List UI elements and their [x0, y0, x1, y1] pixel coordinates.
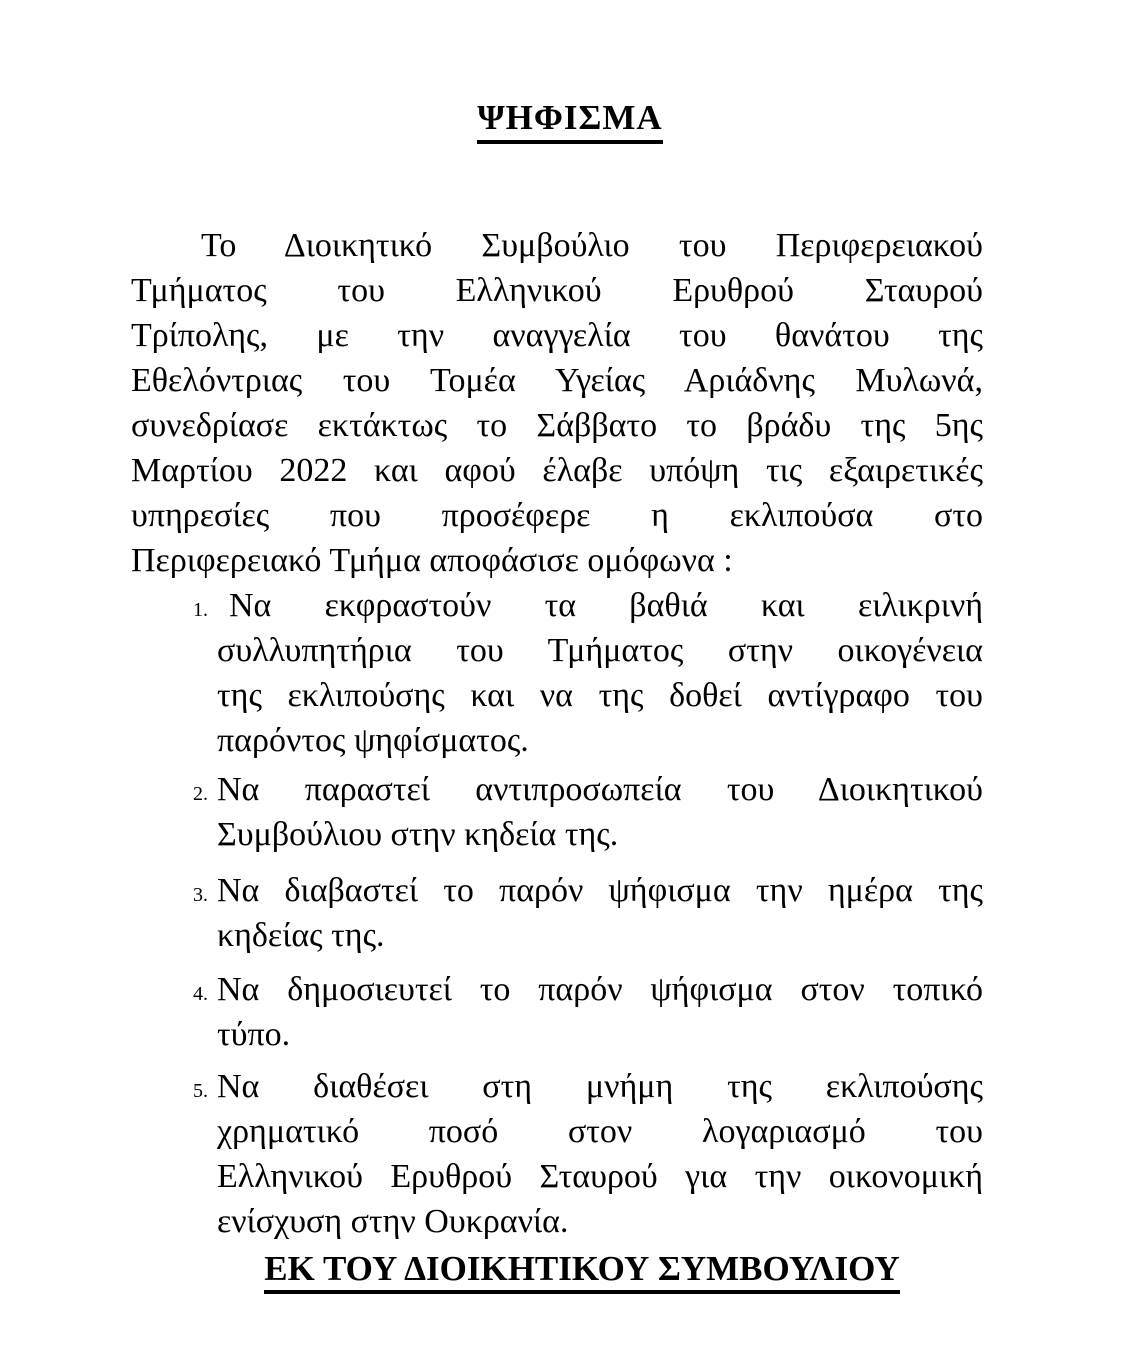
paragraph-line: Το Διοικητικό Συμβούλιο του Περιφερειακού	[201, 227, 983, 264]
list-item-line: Να παραστεί αντιπροσωπεία του Διοικητικού	[217, 771, 983, 808]
list-item-line: Να δημοσιευτεί το παρόν ψήφισμα στον τοπικό	[217, 971, 983, 1008]
list-item-line: Ελληνικού Ερυθρού Σταυρού για την οικονομική	[217, 1158, 983, 1195]
list-item-number: 2.	[193, 783, 208, 805]
paragraph-line: Τμήματος του Ελληνικού Ερυθρού Σταυρού	[131, 272, 983, 309]
list-item-line: παρόντος ψηφίσματος.	[217, 722, 529, 759]
footer-signature: ΕΚ ΤΟΥ ΔΙΟΙΚΗΤΙΚΟΥ ΣΥΜΒΟΥΛΙΟΥ	[264, 1249, 899, 1294]
list-item-line: τύπο.	[217, 1016, 291, 1053]
list-item-4	[131, 967, 983, 1057]
paragraph-line: Εθελόντριας του Τομέα Υγείας Αριάδνης Μυλωνά,	[131, 362, 983, 399]
list-item-line: ενίσχυση στην Ουκρανία.	[217, 1203, 569, 1240]
list-item-line: της εκλιπούσης και να της δοθεί αντίγραφο του	[217, 677, 983, 714]
document-title: ΨΗΦΙΣΜΑ	[477, 98, 662, 144]
paragraph-line: Μαρτίου 2022 και αφού έλαβε υπόψη τις εξαιρετικές	[131, 452, 983, 489]
list-item-number: 5.	[193, 1080, 208, 1102]
list-item-line: συλλυπητήρια του Τμήματος στην οικογένεια	[217, 632, 983, 669]
list-item-line: Συμβούλιου στην κηδεία της.	[217, 816, 619, 853]
list-item-line: κηδείας της.	[217, 917, 385, 954]
paragraph-line: υπηρεσίες που προσέφερε η εκλιπούσα στο	[131, 497, 983, 534]
paragraph-line: Τρίπολης, με την αναγγελία του θανάτου της	[131, 317, 983, 354]
list-item-1	[131, 583, 983, 763]
list-item-line: χρηματικό ποσό στον λογαριασμό του	[217, 1113, 983, 1150]
title-row	[131, 95, 983, 147]
paragraph-line: Περιφερειακό Τμήμα αποφάσισε ομόφωνα :	[131, 542, 733, 579]
list-item-line: Να διαβαστεί το παρόν ψήφισμα την ημέρα της	[217, 872, 983, 909]
opening-paragraph	[131, 223, 983, 583]
paragraph-line: συνεδρίασε εκτάκτως το Σάββατο το βράδυ της 5ης	[131, 407, 983, 444]
list-item-number: 4.	[193, 983, 208, 1005]
list-item-2	[131, 767, 983, 857]
list-item-3	[131, 868, 983, 958]
list-item-5	[131, 1064, 983, 1244]
footer-row	[131, 1246, 983, 1299]
list-item-number: 3.	[193, 884, 208, 906]
list-item-number: 1.	[193, 599, 208, 621]
list-item-line: Να εκφραστούν τα βαθιά και ειλικρινή	[229, 587, 983, 624]
list-item-line: Να διαθέσει στη μνήμη της εκλιπούσης	[217, 1068, 983, 1105]
